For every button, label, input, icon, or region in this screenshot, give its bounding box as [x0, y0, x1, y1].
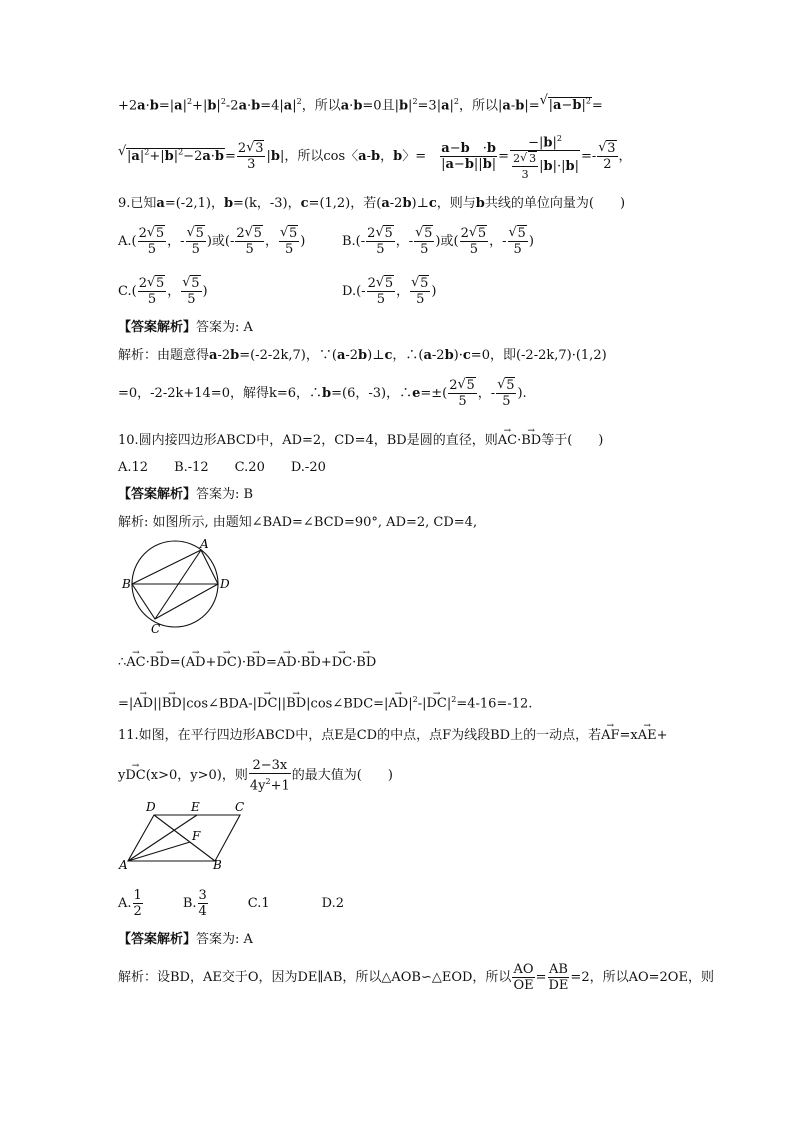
question-10-solution-3: =|→ AD||→ BD|cos∠BDA-|→ DC||→ BD|cos∠BDC=|→ $AD|^2-|\to DC|^2=4-16=-12$. [118, 691, 532, 713]
question-9-solution-1: 解析：由题意得a-2b=(-2-2k,7)，∵(a-2b)⊥c，∴(a-2b)·c=0，即(-2-2k,7)·(1,2) [118, 348, 607, 363]
answer-value: 答案为: A [196, 932, 253, 947]
question-9-option-a: A.( $\frac{2√ 5}{5}$ ，- √ $\frac{5}{5}$ )或(- $\frac{2√ 5}{5}$ ， √ $\frac{5}{5}$ ) [118, 226, 305, 257]
question-11-stem-1: 11.如图，在平行四边形ABCD中，点E是CD的中点，点F为线段BD上的一动点，若→ AF=x→ AE+ [118, 727, 668, 745]
label-d: D [220, 577, 230, 591]
label-c: C [235, 800, 245, 814]
figure-10-circle [118, 538, 238, 638]
label-e: E [191, 800, 200, 814]
label-d: D [146, 800, 156, 814]
answer-label: 【答案解析】 [118, 932, 197, 947]
question-10-solution-1: 解析: 如图所示, 由题知∠BAD=∠BCD=90°, AD=2, CD=4, [118, 515, 478, 530]
label-a: A [119, 858, 128, 870]
label-a: A [200, 538, 209, 551]
answer-label: 【答案解析】 [118, 487, 197, 502]
question-10-solution-2: ∴→ AC·→ BD=(→ AD+→ DC)·→ BD=→ AD·→ BD+→ DC·→ BD [118, 654, 376, 672]
question-10-options: A.12 B.-12 C.20 D.-20 [118, 460, 326, 475]
question-11-solution-1: 解析：设BD，AE交于O，因为DE∥AB，所以△AOB∽△EOD，所以 $\frac{AO}{OE}$ = $\frac{AB}{DE}$ =2，所以AO=2OE，则 [118, 962, 714, 993]
question-11-answer [118, 931, 253, 949]
question-10-answer [118, 486, 253, 504]
question-11-options: A. $\frac{1}{2}$ B. $\frac{3}{4}$ C.1 D.2 [118, 888, 345, 919]
question-9-solution-2: =0，-2-2k+14=0，解得k=6，∴b=(6，-3)，∴e=±( $\frac{2√ 5}{5}$ ，- √ $\frac{5}{5}$ ). [118, 378, 527, 409]
answer-value: 答案为: A [196, 320, 253, 335]
question-9-stem: 9.已知a=(-2,1)，b=(k，-3)，c=(1,2)，若(a-2b)⊥c，则与b共线的单位向量为( ) [118, 196, 626, 211]
answer-value: 答案为: B [196, 487, 254, 502]
solution-line-1: $+2a\cdot b=|a|^2+|b|^2-2a\cdot b=4|a|^2$，所以a·b=0且$|b|^2=3|a|^2$，所以|a-b|=√ $|a-b|^2=$ [118, 93, 603, 115]
question-9-option-d: D.(- $\frac{2√ 5}{5}$ ， √ $\frac{5}{5}$ ) [342, 276, 437, 307]
question-11-stem-2: y→ DC(x>0，y>0)，则 $\frac{2-3x}{4y^2+1}$ 的最大值为( ) [118, 758, 393, 793]
answer-label: 【答案解析】 [118, 320, 197, 335]
question-9-option-b: B.(- $\frac{2√ 5}{5}$ ，- √ $\frac{5}{5}$ )或( $\frac{2√ 5}{5}$ ，- √ $\frac{5}{5}$ ) [342, 226, 534, 257]
figure-11-parallelogram [118, 798, 248, 870]
question-10-stem: 10.圆内接四边形ABCD中，AD=2，CD=4，BD是圆的直径，则→ AC·→ BD等于( ) [118, 432, 603, 450]
label-b: B [122, 577, 131, 591]
label-b: B [213, 858, 222, 870]
solution-line-2: √ $|a|^2+|b|^2-2a\cdot b=$ $\frac{2√ 3}{3}$ |b|，所以cos〈a-b，b〉= $\frac{a-b \cdot b}{|a-b||b|}$ = $-|b|^2$ $\frac{2√ 3}{3}$ |b|·|b| =- √ $\frac{3}{2}$ ， [118, 131, 632, 182]
question-9-option-c: C.( $\frac{2√ 5}{5}$ ， √ $\frac{5}{5}$ ) [118, 276, 208, 307]
label-c: C [151, 622, 161, 636]
label-f: F [192, 829, 201, 843]
question-9-answer [118, 319, 253, 337]
